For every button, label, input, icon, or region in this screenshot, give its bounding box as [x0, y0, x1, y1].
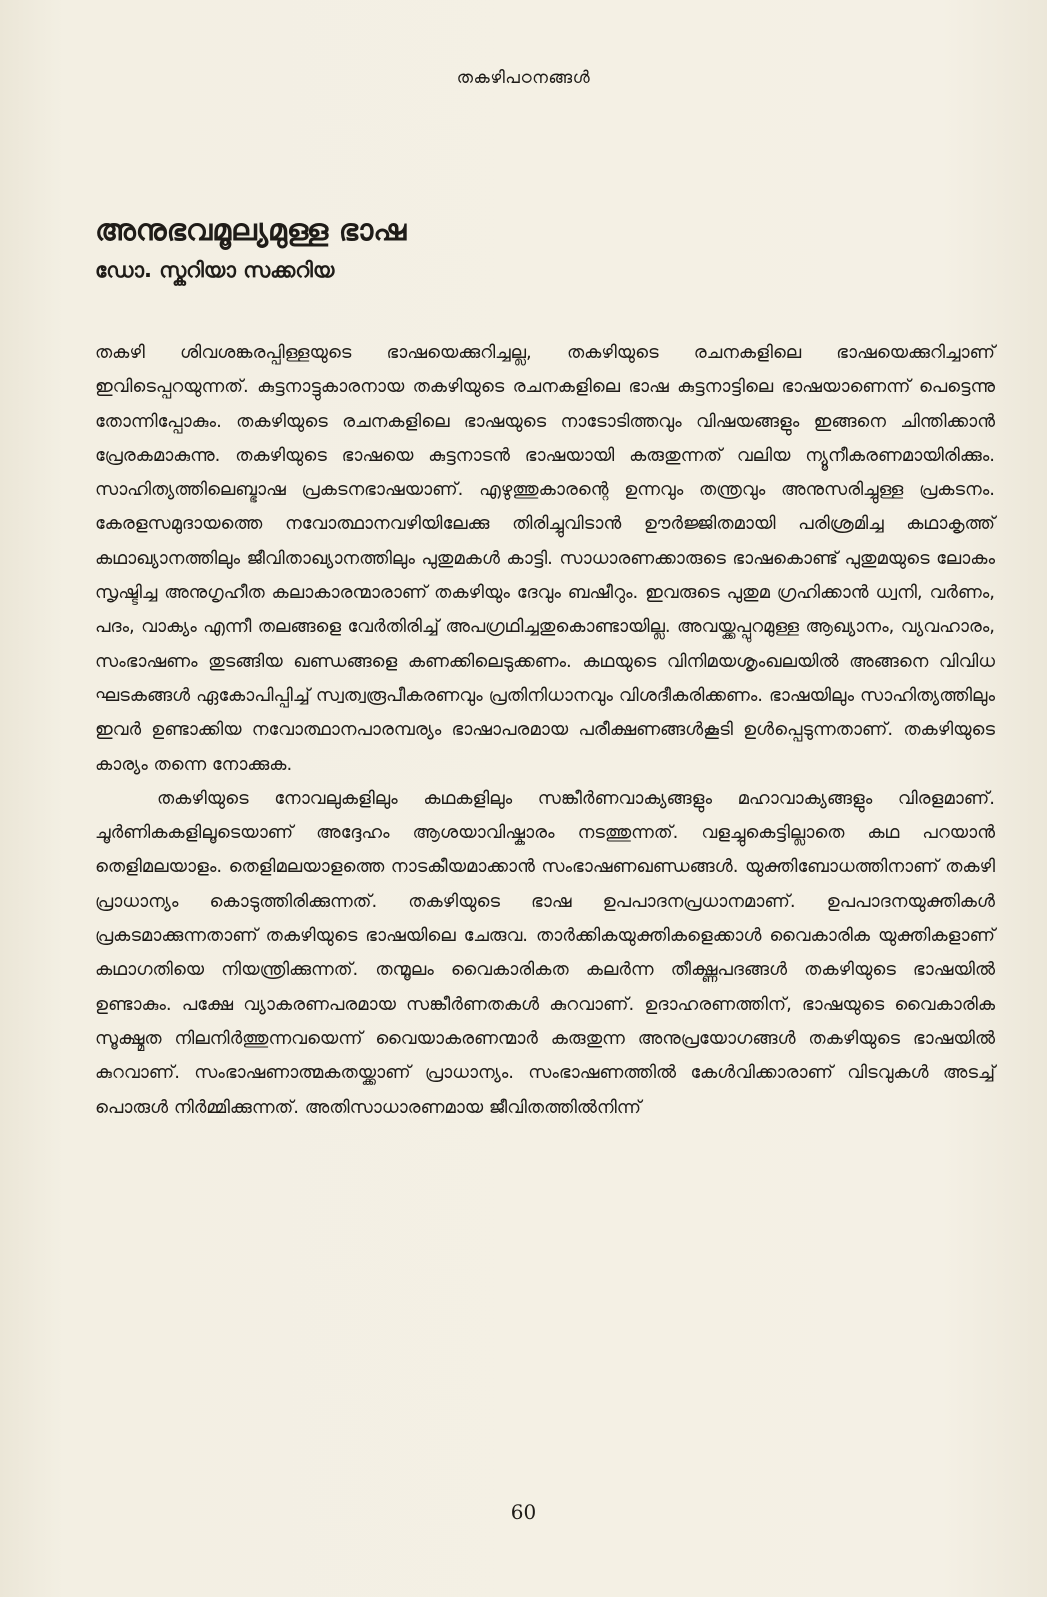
- paragraph-2: തകഴിയുടെ നോവലുകളിലും കഥകളിലും സങ്കീർണവാക്യങ്ങളും മഹാവാക്യങ്ങളും വിരളമാണ്. ചൂർണികകളിലൂടെയാണ് അദ്ദേഹം ആശയാവിഷ്കാരം നടത്തുന്നത്. വളച്ചുകെട്ടില്ലാതെ കഥ പറയാൻ തെളിമലയാളം. തെളിമലയാളത്തെ നാടകീയമാക്കാൻ സംഭാഷണഖണ്ഡങ്ങൾ. യുക്തിബോധത്തിനാണ് തകഴി പ്രാധാന്യം കൊടുത്തിരിക്കുന്നത്. തകഴിയുടെ ഭാഷ ഉപപാദനപ്രധാനമാണ്. ഉപപാദനയുക്തികൾ പ്രകടമാക്കുന്നതാണ് തകഴിയുടെ ഭാഷയിലെ ചേരുവ. താർക്കികയുക്തികളെക്കാൾ വൈകാരിക യുക്തികളാണ് കഥാഗതിയെ നിയന്ത്രിക്കുന്നത്. തന്മൂലം വൈകാരികത കലർന്ന തീക്ഷ്ണപദങ്ങൾ തകഴിയുടെ ഭാഷയിൽ ഉണ്ടാകും. പക്ഷേ വ്യാകരണപരമായ സങ്കീർണതകൾ കുറവാണ്. ഉദാഹരണത്തിന്, ഭാഷയുടെ വൈകാരിക സൂക്ഷ്മത നിലനിർത്തുന്നവയെന്ന് വൈയാകരണന്മാർ കരുതുന്ന അനുപ്രയോഗങ്ങൾ തകഴിയുടെ ഭാഷയിൽ കുറവാണ്. സംഭാഷണാത്മകതയ്ക്കാണ് പ്രാധാന്യം. സംഭാഷണത്തിൽ കേൾവിക്കാരാണ് വിടവുകൾ അടച്ച് പൊരുൾ നിർമ്മിക്കുന്നത്. അതിസാധാരണമായ ജീവിതത്തിൽനിന്ന്: [95, 787, 995, 1118]
- running-head: തകഴിപഠനങ്ങൾ: [456, 68, 591, 88]
- paragraph-1: തകഴി ശിവശങ്കരപ്പിള്ളയുടെ ഭാഷയെക്കുറിച്ചല്ല, തകഴിയുടെ രചനകളിലെ ഭാഷയെക്കുറിച്ചാണ് ഇവിടെപ്പറയുന്നത്. കുട്ടനാട്ടുകാരനായ തകഴിയുടെ രചനകളിലെ ഭാഷ കുട്ടനാട്ടിലെ ഭാഷയാണെന്ന് പെട്ടെന്നു തോന്നിപ്പോകും. തകഴിയുടെ രചനകളിലെ ഭാഷയുടെ നാടോടിത്തവും വിഷയങ്ങളും ഇങ്ങനെ ചിന്തിക്കാൻ പ്രേരകമാകുന്നു. തകഴിയുടെ ഭാഷയെ കുട്ടനാടൻ ഭാഷയായി കരുതുന്നത് വലിയ ന്യൂനീകരണമായിരിക്കും. സാഹിത്യത്തിലെബ്ഭാഷ പ്രകടനഭാഷയാണ്. എഴുത്തുകാരന്റെ ഉന്നവും തന്ത്രവും അനുസരിച്ചുള്ള പ്രകടനം. കേരളസമുദായത്തെ നവോത്ഥാനവഴിയിലേക്കു തിരിച്ചുവിടാൻ ഊർജ്ജിതമായി പരിശ്രമിച്ച കഥാകൃത്ത് കഥാഖ്യാനത്തിലും ജീവിതാഖ്യാനത്തിലും പുതുമകൾ കാട്ടി. സാധാരണക്കാരുടെ ഭാഷകൊണ്ട് പുതുമയുടെ ലോകം സൃഷ്ടിച്ച അനുഗൃഹീത കലാകാരന്മാരാണ് തകഴിയും ദേവും ബഷീറും. ഇവരുടെ പുതുമ ഗ്രഹിക്കാൻ ധ്വനി, വർണം, പദം, വാക്യം എന്നീ തലങ്ങളെ വേർതിരിച്ച് അപഗ്രഥിച്ചതുകൊണ്ടായില്ല. അവയ്ക്കപ്പുറമുള്ള ആഖ്യാനം, വ്യവഹാരം, സംഭാഷണം തുടങ്ങിയ ഖണ്ഡങ്ങളെ കണക്കിലെടുക്കണം. കഥയുടെ വിനിമയശൃംഖലയിൽ അങ്ങനെ വിവിധ ഘടകങ്ങൾ ഏകോപിപ്പിച്ച് സ്വത്വരൂപീകരണവും പ്രതിനിധാനവും വിശദീകരിക്കണം. ഭാഷയിലും സാഹിത്യത്തിലും ഇവർ ഉണ്ടാക്കിയ നവോത്ഥാനപാരമ്പര്യം ഭാഷാപരമായ പരീക്ഷണങ്ങൾകൂടി ഉൾപ്പെടുന്നതാണ്. തകഴിയുടെ കാര്യം തന്നെ നോക്കുക.: [95, 342, 995, 775]
- article-title: അനുഭവമൂല്യമുള്ള ഭാഷ: [95, 213, 407, 248]
- page-number: 60: [510, 1500, 537, 1524]
- author-name: ഡോ. സ്കറിയാ സക്കറിയ: [95, 258, 335, 282]
- article-body: [95, 336, 995, 1125]
